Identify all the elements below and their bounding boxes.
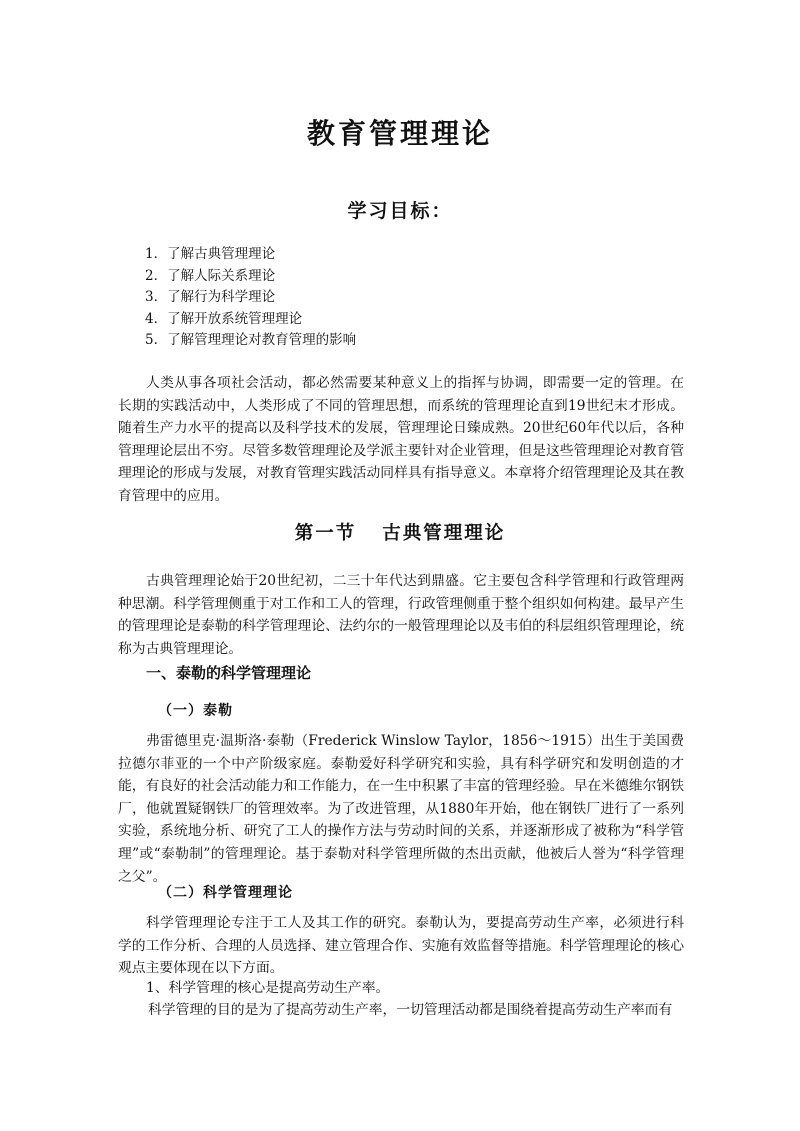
section-paragraph: 古典管理理论始于20世纪初，二三十年代达到鼎盛。它主要包含科学管理和行政管理两种思潮。科学管理侧重于对工作和工人的管理，行政管理侧重于整个组织如何构建。最早产生的管理理论是泰勒的科学管理理论、法约尔的一般管理理论以及韦伯的科层组织管理理论，统称为古典管理理论。 [118,573,684,657]
section-number: 第一节 [294,523,357,544]
point-1: 1、科学管理的核心是提高劳动生产率。 [146,980,390,996]
taylor-paragraph: 弗雷德里克·温斯洛·泰勒（Frederick Winslow Taylor，1856～1915）出生于美国费拉德尔菲亚的一个中产阶级家庭。泰勒爱好科学研究和实验，具有科学研究和发明创造的才能，有良好的社会活动能力和工作能力，在一生中积累了丰富的管理经验。早在米德维尔钢铁厂，他就置疑钢铁厂的管理效率。为了改进管理，从1880年开始，他在钢铁厂进行了一系列实验，系统地分析、研究了工人的操作方法与劳动时间的关系，并逐渐形成了被称为“科学管理”或“泰勒制”的管理理论。基于泰勒对科学管理所做的杰出贡献，他被后人誉为“科学管理之父”。 [118,733,684,885]
heading-taylor-theory: 一、泰勒的科学管理理论 [146,664,312,682]
heading-scientific-management: （二）科学管理理论 [158,885,293,901]
intro-paragraph: 人类从事各项社会活动，都必然需要某种意义上的指挥与协调，即需要一定的管理。在长期的实践活动中，人类形成了不同的管理思想，而系统的管理理论直到19世纪末才形成。随着生产力水平的提高以及科学技术的发展，管理理论日臻成熟。20世纪60年代以后，各种管理理论层出不穷。尽管多数管理理论及学派主要针对企业管理，但是这些管理理论对教育管理理论的形成与发展，对教育管理实践活动同样具有指导意义。本章将介绍管理理论及其在教育管理中的应用。 [118,375,684,504]
point-1-text: 科学管理的目的是为了提高劳动生产率，一切管理活动都是围绕着提高劳动生产率而有 [148,1002,673,1018]
section-title: 古典管理理论 [382,523,506,544]
learning-goals-heading: 学习目标： [347,200,453,222]
learning-goal-item: 2．了解人际关系理论 [145,267,276,284]
heading-taylor: （一）泰勒 [158,703,233,719]
learning-goals-list [145,244,705,352]
document-title: 教育管理理论 [306,117,493,150]
learning-goal-item: 1．了解古典管理理论 [145,246,276,262]
learning-goal-item: 4．了解开放系统管理理论 [145,310,303,327]
learning-goal-item: 3．了解行为科学理论 [145,289,276,305]
scientific-paragraph: 科学管理理论专注于工人及其工作的研究。泰勒认为，要提高劳动生产率，必须进行科学的工作分析、合理的人员选择、建立管理合作、实施有效监督等措施。科学管理理论的核心观点主要体现在以下方面。 [118,915,684,977]
learning-goal-item: 5．了解管理理论对教育管理的影响 [145,332,357,348]
section-heading [0,519,800,545]
